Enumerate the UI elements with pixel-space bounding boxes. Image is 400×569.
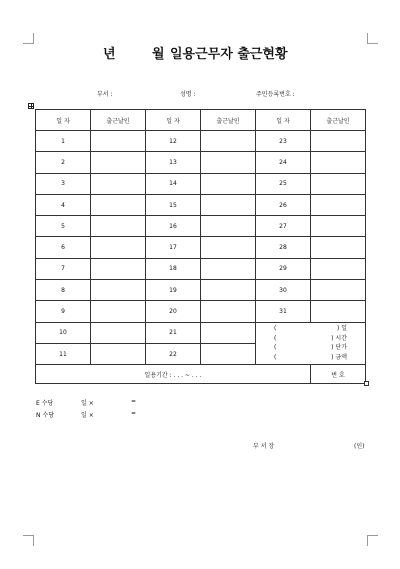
formula-days: 일 ×	[81, 400, 94, 407]
day-number: 13	[146, 152, 201, 173]
day-number: 26	[256, 194, 311, 215]
stamp-cell[interactable]	[91, 343, 146, 364]
stamp-cell[interactable]	[311, 237, 366, 258]
day-number: 10	[36, 322, 91, 343]
summary-line	[256, 324, 365, 334]
day-number: 14	[146, 173, 201, 194]
summary-label: ) 시간	[331, 334, 347, 342]
stamp-cell[interactable]	[201, 194, 256, 215]
stamp-cell[interactable]	[201, 301, 256, 322]
day-number: 21	[146, 322, 201, 343]
stamp-cell[interactable]	[91, 322, 146, 343]
day-number: 28	[256, 237, 311, 258]
table-row	[36, 280, 366, 301]
name-label: 성명 :	[180, 91, 196, 98]
table-row	[36, 237, 366, 258]
table-row	[36, 322, 366, 343]
header-day: 일 자	[36, 110, 91, 131]
day-number: 25	[256, 173, 311, 194]
day-number: 15	[146, 194, 201, 215]
day-number: 19	[146, 280, 201, 301]
stamp-cell[interactable]	[311, 280, 366, 301]
crop-mark-bottom-left	[23, 535, 34, 546]
summary-line	[256, 353, 365, 363]
day-number: 8	[36, 280, 91, 301]
stamp-cell[interactable]	[201, 216, 256, 237]
summary-open: (	[274, 353, 277, 361]
header-stamp: 출근날인	[91, 110, 146, 131]
stamp-cell[interactable]	[91, 258, 146, 279]
dept-head-label: 부 서 장	[253, 443, 275, 450]
table-resize-handle-icon[interactable]	[364, 381, 369, 386]
stamp-cell[interactable]	[311, 216, 366, 237]
stamp-cell[interactable]	[311, 173, 366, 194]
table-row	[36, 194, 366, 215]
employment-period: 일용기간 : . . . ~ . . .	[36, 365, 311, 384]
stamp-cell[interactable]	[91, 194, 146, 215]
day-number: 12	[146, 131, 201, 152]
formula-equals: =	[131, 398, 137, 405]
formula-label: E 수당	[36, 400, 54, 407]
table-header-row	[36, 110, 366, 131]
formula-label: N 수당	[36, 412, 54, 419]
day-number: 27	[256, 216, 311, 237]
summary-line	[256, 334, 365, 344]
day-number: 11	[36, 343, 91, 364]
stamp-cell[interactable]	[201, 258, 256, 279]
day-number: 30	[256, 280, 311, 301]
summary-label: ) 금액	[331, 353, 347, 361]
formula-days: 일 ×	[81, 412, 94, 419]
table-move-handle-icon[interactable]	[28, 103, 34, 109]
day-number: 7	[36, 258, 91, 279]
summary-open: (	[274, 344, 277, 352]
stamp-cell[interactable]	[201, 152, 256, 173]
stamp-cell[interactable]	[201, 237, 256, 258]
stamp-cell[interactable]	[91, 216, 146, 237]
stamp-cell[interactable]	[91, 173, 146, 194]
day-number: 16	[146, 216, 201, 237]
summary-open: (	[274, 334, 277, 342]
day-number: 3	[36, 173, 91, 194]
stamp-cell[interactable]	[91, 301, 146, 322]
stamp-cell[interactable]	[91, 152, 146, 173]
table-row	[36, 152, 366, 173]
day-number: 2	[36, 152, 91, 173]
stamp-cell[interactable]	[201, 280, 256, 301]
header-stamp: 출근날인	[201, 110, 256, 131]
title-text: 일용근무자 출근현황	[170, 47, 288, 62]
id-number-label: 주민등록번호 :	[256, 91, 295, 98]
seal-label: (인)	[354, 443, 365, 450]
stamp-cell[interactable]	[311, 152, 366, 173]
stamp-cell[interactable]	[311, 301, 366, 322]
day-number: 17	[146, 237, 201, 258]
day-number: 9	[36, 301, 91, 322]
day-number: 29	[256, 258, 311, 279]
stamp-cell[interactable]	[311, 258, 366, 279]
table-row	[36, 258, 366, 279]
table-row	[36, 301, 366, 322]
stamp-cell[interactable]	[201, 131, 256, 152]
summary-box	[256, 322, 366, 365]
header-stamp: 출근날인	[311, 110, 366, 131]
dept-label: 부서 :	[97, 91, 113, 98]
formula-equals: =	[131, 410, 137, 417]
day-number: 18	[146, 258, 201, 279]
header-day: 일 자	[256, 110, 311, 131]
title-year: 년	[103, 47, 116, 62]
day-number: 6	[36, 237, 91, 258]
day-number: 23	[256, 131, 311, 152]
day-number: 20	[146, 301, 201, 322]
period-row	[36, 365, 366, 384]
crop-mark-bottom-right	[367, 535, 378, 546]
day-number: 22	[146, 343, 201, 364]
day-number: 24	[256, 152, 311, 173]
table-row	[36, 216, 366, 237]
stamp-cell[interactable]	[311, 194, 366, 215]
summary-open: (	[274, 325, 277, 333]
summary-label: ) 일	[336, 325, 347, 333]
stamp-cell[interactable]	[311, 131, 366, 152]
stamp-cell[interactable]	[91, 280, 146, 301]
number-label: 번 호	[311, 365, 366, 384]
summary-line	[256, 343, 365, 353]
header-day: 일 자	[146, 110, 201, 131]
stamp-cell[interactable]	[201, 173, 256, 194]
table-row	[36, 173, 366, 194]
day-number: 4	[36, 194, 91, 215]
day-number: 1	[36, 131, 91, 152]
summary-label: ) 단가	[331, 344, 347, 352]
day-number: 31	[256, 301, 311, 322]
table-row	[36, 131, 366, 152]
document-title	[0, 43, 400, 61]
stamp-cell[interactable]	[201, 322, 256, 343]
title-month: 월	[152, 47, 165, 62]
attendance-table	[35, 109, 366, 384]
stamp-cell[interactable]	[91, 237, 146, 258]
day-number: 5	[36, 216, 91, 237]
stamp-cell[interactable]	[201, 343, 256, 364]
stamp-cell[interactable]	[91, 131, 146, 152]
